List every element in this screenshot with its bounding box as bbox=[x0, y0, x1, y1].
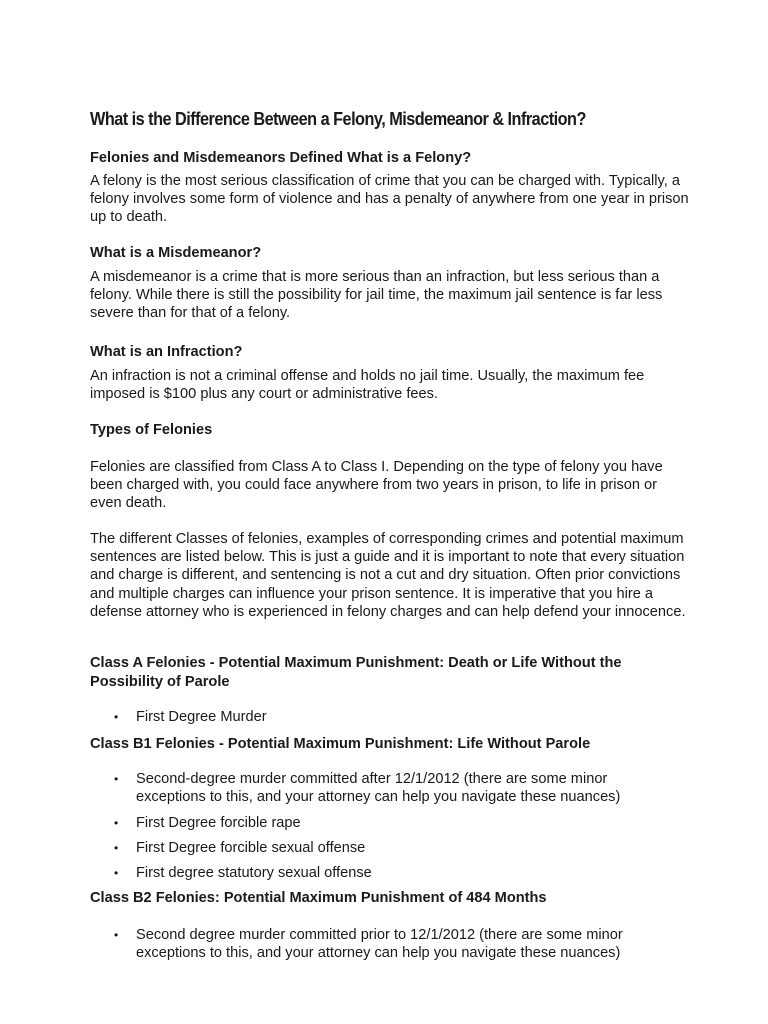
misdemeanor-paragraph: A misdemeanor is a crime that is more serious than an infraction, but less serious than a felony. While there is still the possibility for jail time, the maximum jail sentence is far less severe than for that of a felony. bbox=[90, 269, 663, 322]
list-item bbox=[114, 926, 674, 962]
document-title: What is the Difference Between a Felony, Misdemeanor & Infraction? bbox=[90, 108, 586, 129]
class-b1-heading: Class B1 Felonies - Potential Maximum Punishment: Life Without Parole bbox=[90, 736, 591, 752]
misdemeanor-heading: What is a Misdemeanor? bbox=[90, 245, 262, 261]
list-item bbox=[114, 839, 674, 857]
bullet-icon: • bbox=[114, 928, 119, 942]
bullet-icon: • bbox=[114, 841, 119, 855]
class-a-heading: Class A Felonies - Potential Maximum Punishment: Death or Life Without the Possibility of Parole bbox=[90, 655, 622, 690]
list-item bbox=[114, 708, 674, 726]
infraction-heading: What is an Infraction? bbox=[90, 344, 243, 360]
list-item bbox=[114, 770, 674, 806]
bullet-icon: • bbox=[114, 710, 119, 724]
types-paragraph-2: The different Classes of felonies, examples of corresponding crimes and potential maximum sentences are listed below. This is just a guide and it is important to note that every situation and charge is different, and sentencing is not a cut and dry situation. Often prior convictions and multiple charges can influence your prison sentence. It is imperative that you hire a defense attorney who is experienced in felony charges and can help defend your innocence. bbox=[90, 531, 686, 620]
felony-heading: Felonies and Misdemeanors Defined What is a Felony? bbox=[90, 150, 472, 166]
types-heading: Types of Felonies bbox=[90, 422, 213, 438]
infraction-paragraph: An infraction is not a criminal offense and holds no jail time. Usually, the maximum fee imposed is $100 plus any court or administrative fees. bbox=[90, 368, 645, 403]
list-item bbox=[114, 864, 674, 882]
list-item bbox=[114, 814, 674, 832]
list-item-text: First Degree forcible rape bbox=[136, 815, 301, 831]
class-b2-heading: Class B2 Felonies: Potential Maximum Punishment of 484 Months bbox=[90, 890, 547, 906]
list-item-text: First Degree forcible sexual offense bbox=[136, 840, 366, 856]
types-paragraph-1: Felonies are classified from Class A to Class I. Depending on the type of felony you have been charged with, you could face anywhere from two years in prison, to life in prison or even death. bbox=[90, 459, 663, 512]
list-item-text: First Degree Murder bbox=[136, 709, 267, 725]
list-item-text: First degree statutory sexual offense bbox=[136, 865, 372, 881]
felony-paragraph: A felony is the most serious classification of crime that you can be charged with. Typically, a felony involves some form of violence and has a penalty of anywhere from one year in prison up to death. bbox=[90, 173, 689, 226]
list-item-text: Second degree murder committed prior to 12/1/2012 (there are some minor exceptions to this, and your attorney can help you navigate these nuances) bbox=[136, 927, 623, 962]
list-item-text: Second-degree murder committed after 12/1/2012 (there are some minor exceptions to this, and your attorney can help you navigate these nuances) bbox=[136, 771, 621, 806]
bullet-icon: • bbox=[114, 866, 119, 880]
bullet-icon: • bbox=[114, 816, 119, 830]
bullet-icon: • bbox=[114, 772, 119, 786]
